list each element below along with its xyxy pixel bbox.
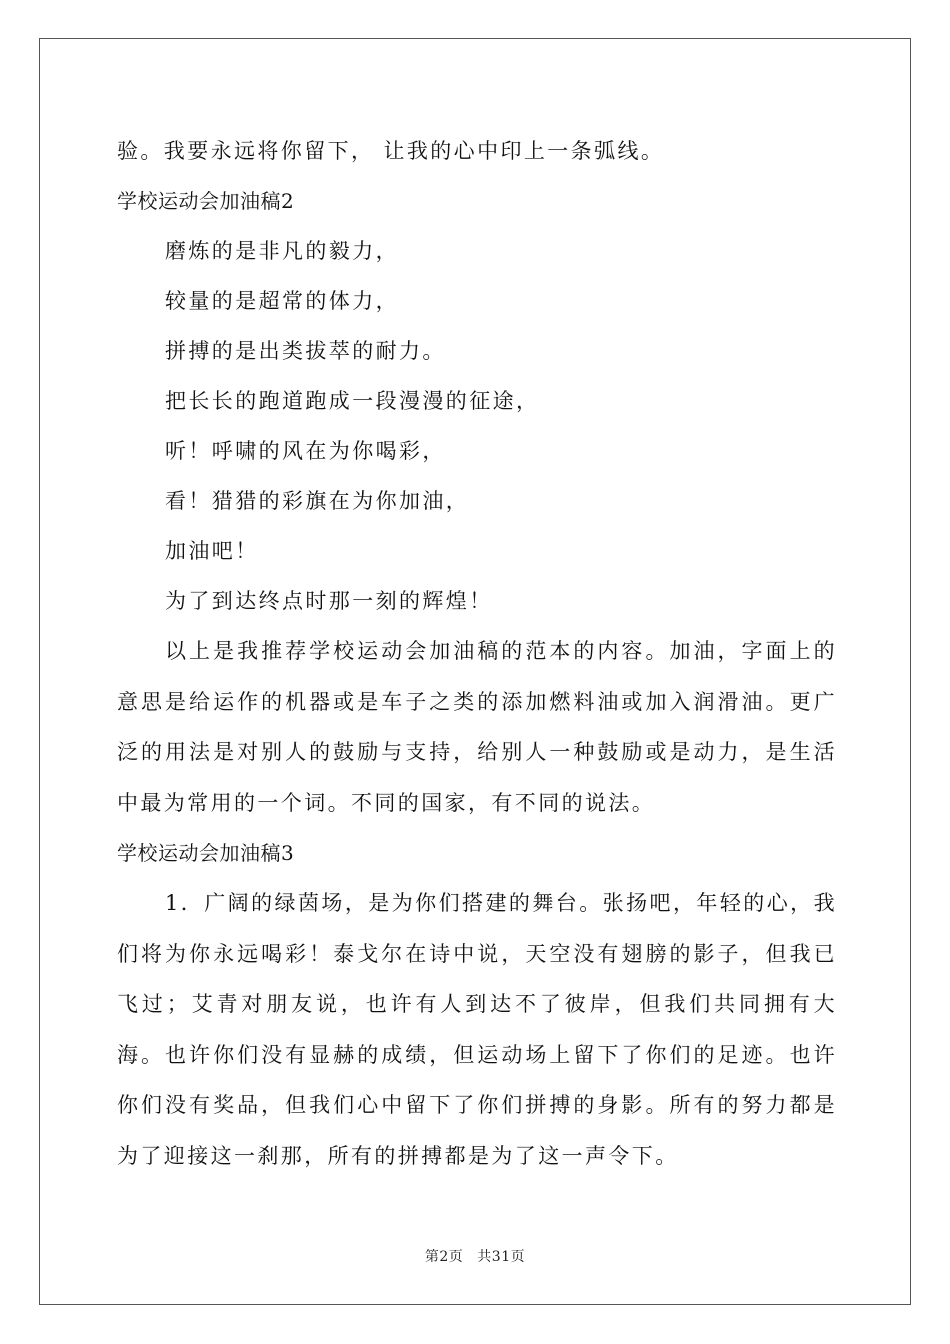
poem-line: 较量的是超常的体力， [165,289,399,313]
section3-paragraph: 1．广阔的绿茵场，是为你们搭建的舞台。张扬吧，年轻的心，我们将为你永远喝彩！泰戈尔在诗中说，天空没有翅膀的影子，但我已飞过；艾青对朋友说，也许有人到达不了彼岸，但我们共同拥有大海。也许你们没有显赫的成绩，但运动场上留下了你们的足迹。也许你们没有奖品，但我们心中留下了你们拼搏的身影。所有的努力都是为了迎接这一刹那，所有的拼搏都是为了这一声令下。 [117,891,837,1168]
document-body [117,126,837,1181]
page-total: 共31页 [477,1249,526,1265]
page-number: 第2页 [424,1249,464,1265]
intro-line: 验。我要永远将你留下， 让我的心中印上一条弧线。 [117,139,665,163]
poem-line: 加油吧！ [165,539,259,563]
poem-line: 听！呼啸的风在为你喝彩， [165,439,446,463]
section-heading-2: 学校运动会加油稿2 [117,189,295,213]
poem-line: 把长长的跑道跑成一段漫漫的征途， [165,389,540,413]
poem-line: 看！猎猎的彩旗在为你加油， [165,489,470,513]
poem-line: 为了到达终点时那一刻的辉煌！ [165,589,493,613]
poem-line: 磨炼的是非凡的毅力， [165,239,399,263]
summary-paragraph: 以上是我推荐学校运动会加油稿的范本的内容。加油，字面上的意思是给运作的机器或是车子之类的添加燃料油或加入润滑油。更广泛的用法是对别人的鼓励与支持，给别人一种鼓励或是动力，是生活中最为常用的一个词。不同的国家，有不同的说法。 [117,639,837,815]
poem-line: 拼搏的是出类拔萃的耐力。 [165,339,446,363]
page-footer [0,1246,950,1266]
section-heading-3: 学校运动会加油稿3 [117,841,295,865]
